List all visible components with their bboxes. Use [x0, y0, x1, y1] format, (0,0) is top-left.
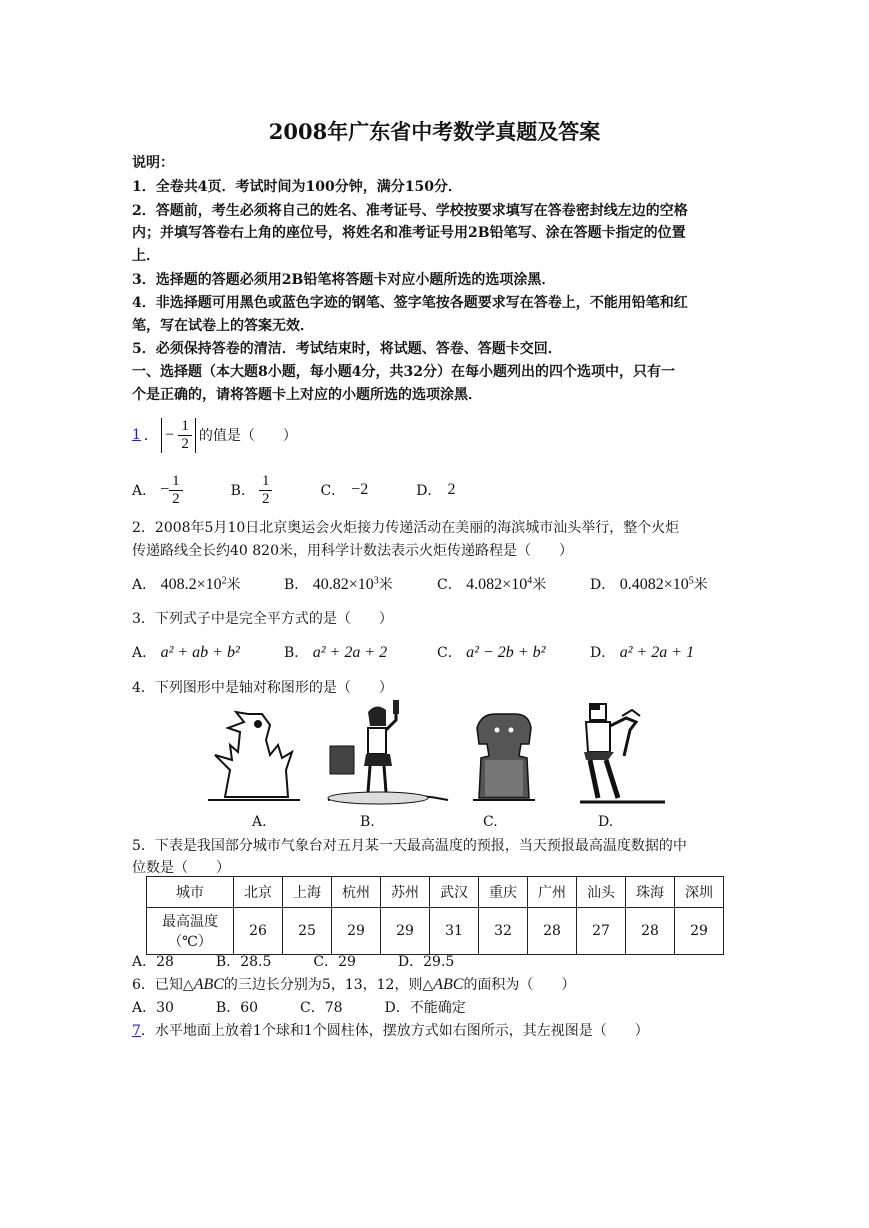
- q3-option-d: D． a² + 2a + 1: [590, 644, 695, 661]
- fraction-denominator: 2: [172, 490, 180, 507]
- fraction-numerator: 1: [169, 473, 183, 491]
- temp-cell: 26: [234, 908, 283, 955]
- fraction-numerator: 1: [259, 473, 273, 491]
- figure-b-warrior: [328, 700, 448, 804]
- question-7-stem: 7．水平地面上放着1个球和1个圆柱体，摆放方式如右图所示，其左视图是（ ）: [132, 1023, 649, 1039]
- instruction-line: 上．: [132, 248, 160, 264]
- option-c-value: −2: [351, 481, 369, 498]
- city-cell: 广州: [528, 877, 577, 908]
- temp-cell: 25: [283, 908, 332, 955]
- instruction-line: 2．答题前，考生必须将自己的姓名、准考证号、学校按要求填写在答卷密封线左边的空格: [132, 203, 688, 219]
- city-cell: 珠海: [626, 877, 675, 908]
- fraction-denominator: 2: [181, 435, 189, 452]
- option-d-label: D．: [416, 483, 442, 499]
- table-row: [147, 908, 724, 955]
- temp-cell: 28: [626, 908, 675, 955]
- city-cell: 深圳: [675, 877, 724, 908]
- city-cell: 苏州: [381, 877, 430, 908]
- minus-sign: −: [164, 426, 174, 443]
- fraction-numerator: 1: [178, 418, 192, 436]
- instructions-heading: 说明：: [132, 155, 174, 171]
- question-5-options: A．28 B．28.5 C．29 D．29.5: [132, 954, 455, 970]
- city-cell: 汕头: [577, 877, 626, 908]
- temp-cell: 31: [430, 908, 479, 955]
- page-title: 2008年广东省中考数学真题及答案: [268, 119, 601, 144]
- temp-cell: 32: [479, 908, 528, 955]
- question-1-stem: 的值是（ ）: [198, 428, 297, 444]
- instruction-line: 笔，写在试卷上的答案无效．: [132, 318, 314, 334]
- question-2-line2: 传递路线全长约40 820米，用科学计数法表示火炬传递路程是（ ）: [132, 543, 573, 559]
- figure-d-label: D.: [598, 814, 614, 830]
- temp-cell: 29: [675, 908, 724, 955]
- q1-dot: ．: [143, 428, 158, 444]
- section-heading: 一、选择题（本大题8小题，每小题4分，共32分）在每小题列出的四个选项中，只有一: [132, 364, 675, 380]
- q2-option-c: C． $4.082\times 10^4$米: [437, 575, 547, 593]
- city-cell: 杭州: [332, 877, 381, 908]
- q3-option-b: B． a² + 2a + 2: [284, 644, 388, 661]
- option-c-label: C．: [320, 483, 346, 499]
- question-1-link[interactable]: 1: [132, 427, 141, 443]
- fraction-denominator: 2: [261, 490, 270, 507]
- table-row-label: 最高温度 （℃）: [147, 908, 234, 955]
- q2-option-d: D． $0.4082\times 10^5$米: [590, 575, 708, 593]
- temp-cell: 28: [528, 908, 577, 955]
- q4-figures: [200, 700, 670, 810]
- fraction: [169, 473, 183, 508]
- option-b-label: B．: [230, 483, 255, 499]
- instruction-line: 4．非选择题可用黑色或蓝色字迹的钢笔、签字笔按各题要求写在答卷上，不能用铅笔和红: [132, 295, 688, 311]
- question-1: [132, 412, 297, 458]
- section-heading-cont: 个是正确的，请将答题卡上对应的小题所选的选项涂黑．: [132, 387, 482, 403]
- city-cell: 上海: [283, 877, 332, 908]
- minus-sign: −: [160, 481, 170, 498]
- figure-d-person: [580, 704, 665, 802]
- figure-c-dog: [473, 714, 535, 800]
- figure-c-label: C.: [483, 814, 498, 830]
- option-a-label: A．: [132, 483, 157, 499]
- question-1-options: [132, 466, 455, 514]
- temp-cell: 29: [381, 908, 430, 955]
- city-cell: 武汉: [430, 877, 479, 908]
- table-header-cell: 城市: [147, 877, 234, 908]
- q2-option-a: A． $408.2\times 10^2$米: [132, 575, 241, 593]
- city-cell: 重庆: [479, 877, 528, 908]
- figure-a-tree-stump: [208, 712, 300, 800]
- option-d-value: 2: [447, 481, 456, 498]
- instruction-line: 内；并填写答卷右上角的座位号，将姓名和准考证号用2B铅笔写、涂在答题卡指定的位置: [132, 225, 686, 241]
- fraction: [178, 418, 192, 453]
- q3-option-a: A． a² + ab + b²: [132, 644, 240, 661]
- figure-a-label: A.: [252, 814, 267, 830]
- question-6-options: A．30 B．60 C．78 D．不能确定: [132, 1000, 466, 1016]
- question-3-stem: 3．下列式子中是完全平方式的是（ ）: [132, 611, 393, 627]
- figure-b-label: B.: [360, 814, 375, 830]
- instruction-line: 3．选择题的答题必须用2B铅笔将答题卡对应小题所选的选项涂黑．: [132, 272, 556, 288]
- question-6-stem: 6．已知△ABC的三边长分别为5，13，12，则△ABC的面积为（ ）: [132, 976, 576, 993]
- temp-cell: 29: [332, 908, 381, 955]
- question-7-link[interactable]: 7: [132, 1023, 141, 1039]
- q2-option-b: B． $40.82\times 10^3$米: [284, 575, 393, 593]
- city-cell: 北京: [234, 877, 283, 908]
- instruction-line: 5．必须保持答卷的清洁．考试结束时，将试题、答卷、答题卡交回．: [132, 341, 562, 357]
- table-row: [147, 877, 724, 908]
- temperature-table: [146, 876, 724, 955]
- q3-option-c: C． a² − 2b + b²: [437, 644, 546, 661]
- absolute-value: [161, 418, 196, 453]
- question-2-line1: 2．2008年5月10日北京奥运会火炬接力传递活动在美丽的海滨城市汕头举行，整个火炬: [132, 520, 680, 536]
- fraction: [259, 473, 273, 508]
- question-4-stem: 4．下列图形中是轴对称图形的是（ ）: [132, 680, 393, 696]
- instruction-line: 1．全卷共4页．考试时间为100分钟，满分150分．: [132, 179, 462, 195]
- temp-cell: 27: [577, 908, 626, 955]
- question-5-line2: 位数是（ ）: [132, 860, 230, 876]
- question-5-line1: 5．下表是我国部分城市气象台对五月某一天最高温度的预报，当天预报最高温度数据的中: [132, 838, 687, 854]
